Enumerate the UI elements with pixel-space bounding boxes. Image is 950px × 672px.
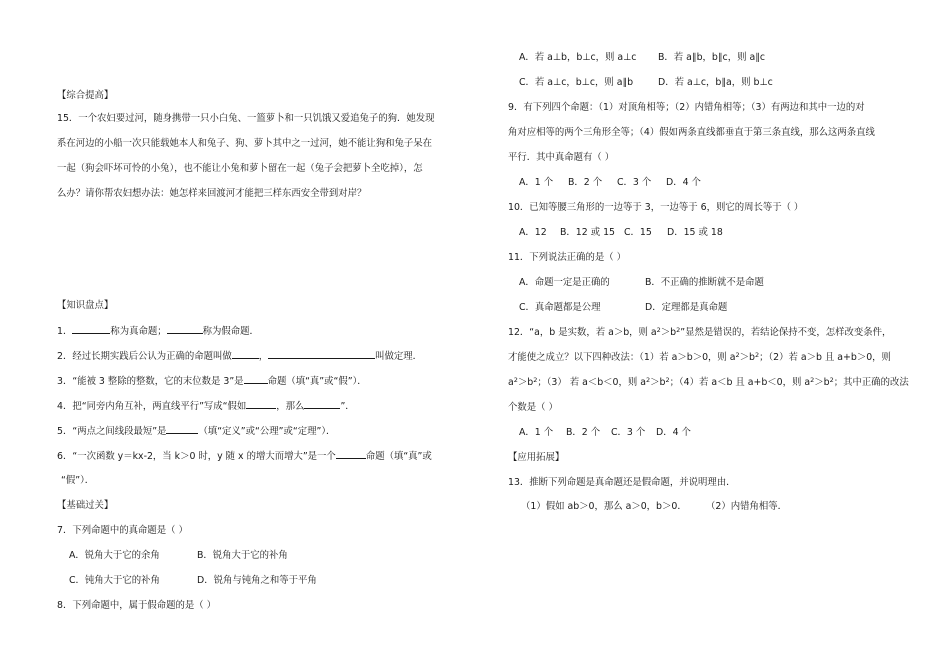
k4-line xyxy=(57,399,355,413)
k5-line xyxy=(57,424,335,438)
k6-text-1: 6．“一次函数 y＝kx-2，当 k＞0 时，y 随 x 的增大而增大”是一个 xyxy=(57,451,336,462)
q12-l1-a: 12．“a，b 是实数，若 a＞b，则 a xyxy=(508,327,657,338)
q12-option-c: C．3 个 xyxy=(611,427,646,438)
k3-text-1: 3．“能被 3 整除的整数，它的末位数是 3”是 xyxy=(57,376,244,387)
q15-line-4: 么办？请你帮农妇想办法：她怎样来回渡河才能把三样东西安全带到对岸？ xyxy=(57,188,367,199)
k1-num: 1． xyxy=(57,326,73,337)
k1-blank-2[interactable] xyxy=(167,324,203,334)
q15-line-1: 15．一个农妇要过河，随身携带一只小白兔、一篮萝卜和一只饥饿又爱追兔子的狗．她发现 xyxy=(57,113,435,124)
k1-line xyxy=(57,324,259,338)
q7-option-c: C．钝角大于它的补角 xyxy=(69,575,160,586)
q8-option-c: C．若 a⊥c，b⊥c，则 a∥b xyxy=(519,77,634,88)
sup-2: 2 xyxy=(810,376,815,384)
k4-text-3: ”． xyxy=(340,401,355,412)
q7-option-d: D．锐角与钝角之和等于平角 xyxy=(197,575,317,586)
q7-stem: 7．下列命题中的真命题是（ ） xyxy=(57,525,188,536)
k1-blank-1[interactable] xyxy=(72,324,110,334)
q12-option-a: A．1 个 xyxy=(519,427,554,438)
q12-l1-c: ”显然是错误的，若结论保持不变，怎样改变条件， xyxy=(680,327,892,338)
q9-option-d: D．4 个 xyxy=(666,177,701,188)
sup-2: 2 xyxy=(656,326,661,334)
k6-text-2: 命题（填“真”或 xyxy=(365,451,432,462)
sup-2: 2 xyxy=(513,376,518,384)
q10-option-c: C．15 xyxy=(624,227,652,238)
k4-text-1: 4．把“同旁内角互补，两直线平行”写成“假如 xyxy=(57,401,247,412)
q12-l2-c: ；（2）若 a＞b 且 a+b＞0，则 xyxy=(759,352,891,363)
sup-2: 2 xyxy=(735,351,740,359)
q11-option-b: B．不正确的推断就不是命题 xyxy=(645,277,764,288)
q8-option-a: A．若 a⊥b，b⊥c，则 a⊥c xyxy=(519,52,637,63)
sup-2: 2 xyxy=(676,326,681,334)
k2-blank-2[interactable] xyxy=(268,349,375,359)
q12-line-1 xyxy=(508,326,891,339)
q11-stem: 11．下列说法正确的是（ ） xyxy=(508,252,627,263)
k5-blank[interactable] xyxy=(166,424,198,434)
q9-option-c: C．3 个 xyxy=(617,177,652,188)
sup-2: 2 xyxy=(665,376,670,384)
q10-option-b: B．12 或 15 xyxy=(560,227,616,238)
q10-option-d: D．15 或 18 xyxy=(667,227,723,238)
section-heading-synthesis: 【综合提高】 xyxy=(57,90,114,101)
section-heading-apply: 【应用拓展】 xyxy=(508,452,565,463)
q12-l3-c: ；（3） 若 a＜b＜0，则 a xyxy=(537,377,646,388)
sup-2: 2 xyxy=(754,351,760,359)
q13-item-1: （1）假如 ab＞0，那么 a＞0，b＞0． xyxy=(521,501,687,512)
q12-l2-b: ＞b xyxy=(739,352,755,363)
k2-blank-1[interactable] xyxy=(232,349,259,359)
q9-line-3: 平行．其中真命题有（ ） xyxy=(508,152,615,163)
q12-l3-g: ；其中正确的改法 xyxy=(833,377,909,388)
q12-line-2 xyxy=(508,351,891,364)
k1-text-1: 称为真命题； xyxy=(110,326,167,337)
q8-option-d: D．若 a⊥c，b∥a，则 b⊥c xyxy=(658,77,773,88)
k3-line xyxy=(57,374,367,388)
q10-option-a: A．12 xyxy=(519,227,547,238)
k2-text-2: ， xyxy=(258,351,269,362)
k6-line-2: “假”）． xyxy=(61,475,95,486)
q7-option-a: A．锐角大于它的余角 xyxy=(69,550,160,561)
k4-blank-1[interactable] xyxy=(246,399,276,409)
k4-blank-2[interactable] xyxy=(304,399,340,409)
q12-l3-e: ；（4）若 a＜b 且 a+b＜0，则 a xyxy=(669,377,811,388)
q8-option-b: B．若 a∥b，b∥c，则 a∥c xyxy=(658,52,766,63)
q13-stem: 13．推断下列命题是真命题还是假命题，并说明理由． xyxy=(508,477,736,488)
q7-option-b: B．锐角大于它的补角 xyxy=(197,550,288,561)
k5-text-2: （填“定义”或“公理”或“定理”）． xyxy=(198,426,336,437)
q12-line-3 xyxy=(508,376,909,389)
k2-line xyxy=(57,349,422,363)
sup-2: 2 xyxy=(533,376,538,384)
section-heading-basic: 【基础过关】 xyxy=(57,500,114,511)
k5-text-1: 5．“两点之间线段最短”是 xyxy=(57,426,167,437)
q12-l3-b: ＞b xyxy=(517,377,534,388)
q9-option-b: B．2 个 xyxy=(568,177,603,188)
k6-line-1 xyxy=(57,449,432,463)
q12-l3-f: ＞b xyxy=(814,377,830,388)
q8-stem: 8．下列命题中，属于假命题的是（ ） xyxy=(57,600,216,611)
q9-line-1: 9．有下列四个命题：（1）对顶角相等；（2）内错角相等；（3）有两边和其中一边的对 xyxy=(508,102,865,113)
q12-l1-b: ＞b xyxy=(660,327,677,338)
section-heading-knowledge: 【知识盘点】 xyxy=(57,300,114,311)
q10-stem: 10．已知等腰三角形的一边等于 3，一边等于 6，则它的周长等于（ ） xyxy=(508,202,804,213)
q9-option-a: A．1 个 xyxy=(519,177,554,188)
q12-option-d: D．4 个 xyxy=(656,427,691,438)
sup-2: 2 xyxy=(829,376,834,384)
q15-line-2: 系在河边的小船一次只能载她本人和兔子、狗、萝卜其中之一过河，她不能让狗和兔子呆在 xyxy=(57,138,433,149)
k3-blank[interactable] xyxy=(244,374,268,384)
q11-option-a: A．命题一定是正确的 xyxy=(519,277,610,288)
q15-line-3: 一起（狗会吓坏可怜的小兔），也不能让小兔和萝卜留在一起（兔子会把萝卜全吃掉），怎 xyxy=(57,163,423,174)
k1-text-2: 称为假命题． xyxy=(202,326,259,337)
q12-option-b: B．2 个 xyxy=(566,427,601,438)
q12-l3-d: ＞b xyxy=(650,377,666,388)
q12-line-4: 个数是（ ） xyxy=(508,402,558,413)
q11-option-c: C．真命题都是公理 xyxy=(519,302,601,313)
q11-option-d: D．定理都是真命题 xyxy=(645,302,728,313)
k3-text-2: 命题（填“真”或“假”）． xyxy=(267,376,367,387)
k6-blank[interactable] xyxy=(336,449,366,459)
sup-2: 2 xyxy=(645,376,651,384)
q12-l2-a: 才能使之成立？以下四种改法：（1）若 a＞b＞0，则 a xyxy=(508,352,736,363)
q12-l3-a: a xyxy=(508,377,514,388)
k2-text-3: 叫做定理． xyxy=(375,351,422,362)
k4-text-2: ，那么 xyxy=(276,401,305,412)
k2-text-1: 2．经过长期实践后公认为正确的命题叫做 xyxy=(57,351,232,362)
q13-item-2: （2）内错角相等． xyxy=(706,501,787,512)
q9-line-2: 角对应相等的两个三角形全等；（4）假如两条直线都垂直于第三条直线，那么这两条直线 xyxy=(508,127,875,138)
